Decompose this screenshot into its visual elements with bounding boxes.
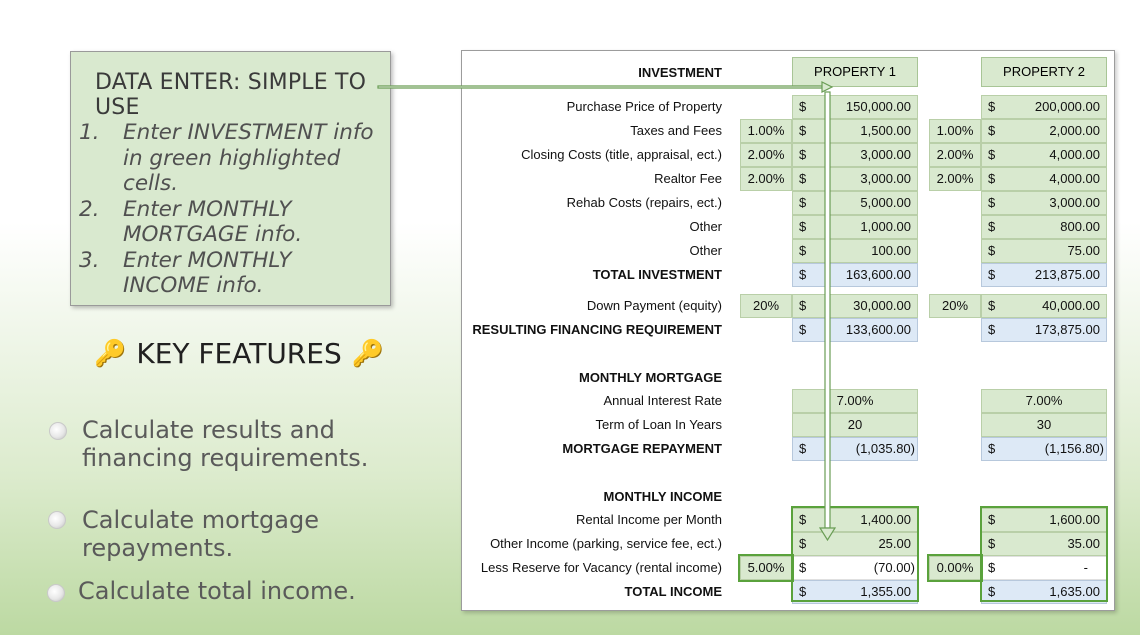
row-down-payment [462,294,1116,318]
row-other-income [462,532,1116,556]
row-loan-term [462,413,1116,437]
key-features-heading [84,337,394,370]
step-text: Enter MONTHLY INCOME info. [123,247,292,298]
currency-symbol: $ [799,219,807,234]
cell-value: 40,000.00 [1042,298,1100,313]
currency-symbol: $ [799,171,807,186]
currency-symbol: $ [799,123,807,138]
step-text: Enter MONTHLY MORTGAGE info. [123,196,303,247]
cell-value: 1,635.00 [1049,584,1100,599]
cell-value: 30,000.00 [853,298,911,313]
row-closing-costs [462,143,1116,167]
p1-vacancy-pct-cell[interactable]: 5.00% [740,556,792,580]
row-label: Other [689,243,722,258]
row-label: Other [689,219,722,234]
row-label: Purchase Price of Property [566,99,722,114]
p1-down-pct-cell[interactable]: 20% [740,294,792,318]
step-1 [79,120,384,197]
p2-term-cell[interactable] [981,413,1107,437]
row-label: TOTAL INVESTMENT [592,267,722,282]
p2-down-cell [981,294,1107,318]
cell-value: 163,600.00 [845,267,911,282]
cell-value: 3,000.00 [1049,195,1100,210]
currency-symbol: $ [988,536,996,551]
p2-purchase-cell[interactable] [981,95,1107,119]
bullet-icon [48,511,66,529]
instructions-box [70,51,391,306]
currency-symbol: $ [799,441,807,456]
property-1-header: PROPERTY 1 [792,57,918,87]
p1-rental-cell[interactable] [792,508,918,532]
cell-value: 1,355.00 [860,584,911,599]
investment-sheet [461,50,1115,611]
p1-other1-cell[interactable] [792,215,918,239]
row-label: Closing Costs (title, appraisal, ect.) [521,147,722,162]
section-income-label: MONTHLY INCOME [603,489,722,504]
currency-symbol: $ [988,99,996,114]
key-icon: 🔑 [94,338,127,369]
feature-item: Calculate total income. [78,577,356,605]
currency-symbol: $ [799,560,807,575]
cell-value: 2,000.00 [1049,123,1100,138]
p2-other2-cell[interactable] [981,239,1107,263]
p1-total-income-cell [792,580,918,604]
cell-value: 100.00 [871,243,911,258]
p2-other1-cell[interactable] [981,215,1107,239]
currency-symbol: $ [799,584,807,599]
row-total-income [462,580,1116,604]
cell-value: 25.00 [878,536,911,551]
key-features-title: KEY FEATURES [136,337,342,370]
currency-symbol: $ [799,243,807,258]
cell-value: 800.00 [1060,219,1100,234]
currency-symbol: $ [988,267,996,282]
row-realtor-fee [462,167,1116,191]
currency-symbol: $ [988,171,996,186]
p2-down-pct-cell[interactable]: 20% [929,294,981,318]
cell-value: - [1083,560,1088,575]
cell-value: 7.00% [1025,393,1063,408]
row-rental-income [462,508,1116,532]
section-investment-label: INVESTMENT [638,65,722,80]
cell-value: 213,875.00 [1034,267,1100,282]
row-label: Realtor Fee [654,171,722,186]
cell-value: 75.00 [1067,243,1100,258]
cell-value: 3,000.00 [860,171,911,186]
p1-purchase-cell[interactable] [792,95,918,119]
feature-item: Calculate mortgage repayments. [82,506,319,562]
p1-taxes-cell[interactable] [792,119,918,143]
cell-value: (1,035.80) [855,441,915,456]
currency-symbol: $ [988,123,996,138]
currency-symbol: $ [988,195,996,210]
step-text: Enter INVESTMENT info in green highlighted cells. [123,120,374,196]
p1-closing-cell[interactable] [792,143,918,167]
p2-vacancy-cell [981,556,1107,580]
step-3 [79,248,384,299]
cell-value: 150,000.00 [845,99,911,114]
currency-symbol: $ [799,512,807,527]
cell-value: 1,400.00 [860,512,911,527]
currency-symbol: $ [988,512,996,527]
key-icon: 🔑 [351,338,385,369]
p1-realtor-pct-cell[interactable]: 2.00% [740,167,792,191]
p2-rehab-cell[interactable] [981,191,1107,215]
p2-rate-cell[interactable] [981,389,1107,413]
p2-other-income-cell[interactable] [981,532,1107,556]
instructions-steps [79,120,384,299]
cell-value: (1,156.80) [1044,441,1104,456]
cell-value: 1,500.00 [860,123,911,138]
row-other-2 [462,239,1116,263]
step-number: 1. [79,120,100,145]
row-label: MORTGAGE REPAYMENT [562,441,722,456]
currency-symbol: $ [799,195,807,210]
cell-value: 1,000.00 [860,219,911,234]
p1-other-income-cell[interactable] [792,532,918,556]
p2-repayment-cell [981,437,1107,461]
p1-rate-cell[interactable] [792,389,918,413]
row-monthly-income-header [462,485,1116,509]
step-2 [79,197,384,248]
cell-value: 133,600.00 [845,322,911,337]
p1-closing-pct-cell[interactable]: 2.00% [740,143,792,167]
currency-symbol: $ [988,560,996,575]
cell-value: 3,000.00 [860,147,911,162]
p1-total-investment-cell [792,263,918,287]
row-monthly-mortgage-header [462,366,1116,390]
row-label: Less Reserve for Vacancy (rental income) [480,560,722,575]
currency-symbol: $ [988,219,996,234]
currency-symbol: $ [988,147,996,162]
feature-item: Calculate results and financing requirements. [82,416,369,472]
cell-value: 5,000.00 [860,195,911,210]
row-rehab-costs [462,191,1116,215]
row-interest-rate [462,389,1116,413]
step-number: 2. [79,196,100,222]
currency-symbol: $ [799,298,807,313]
currency-symbol: $ [988,441,996,456]
currency-symbol: $ [988,322,996,337]
currency-symbol: $ [799,147,807,162]
cell-value: 173,875.00 [1034,322,1100,337]
cell-value: 20 [847,417,863,432]
row-other-1 [462,215,1116,239]
row-label: Other Income (parking, service fee, ect.) [490,536,722,551]
p1-realtor-cell[interactable] [792,167,918,191]
row-label: Rental Income per Month [576,512,722,527]
p1-down-cell [792,294,918,318]
p1-taxes-pct-cell[interactable]: 1.00% [740,119,792,143]
p2-taxes-pct-cell[interactable]: 1.00% [929,119,981,143]
p2-vacancy-pct-cell[interactable]: 0.00% [929,556,981,580]
row-label: RESULTING FINANCING REQUIREMENT [472,322,722,337]
step-number: 3. [79,247,100,273]
currency-symbol: $ [799,99,807,114]
currency-symbol: $ [988,243,996,258]
currency-symbol: $ [988,584,996,599]
currency-symbol: $ [799,536,807,551]
p1-vacancy-cell [792,556,918,580]
p1-term-cell[interactable] [792,413,918,437]
section-mortgage-label: MONTHLY MORTGAGE [578,370,722,385]
property-2-header: PROPERTY 2 [981,57,1107,87]
p1-financing-cell [792,318,918,342]
cell-value: 4,000.00 [1049,147,1100,162]
p2-total-investment-cell [981,263,1107,287]
row-total-investment [462,263,1116,287]
cell-value: (70.00) [873,560,915,575]
currency-symbol: $ [988,298,996,313]
cell-value: 4,000.00 [1049,171,1100,186]
row-label: Down Payment (equity) [586,298,722,313]
row-label: Rehab Costs (repairs, ect.) [566,195,722,210]
p2-rental-cell[interactable] [981,508,1107,532]
cell-value: 1,600.00 [1049,512,1100,527]
p2-taxes-cell[interactable] [981,119,1107,143]
row-financing-requirement [462,318,1116,342]
bullet-icon [49,422,67,440]
currency-symbol: $ [799,322,807,337]
row-vacancy-reserve [462,556,1116,580]
currency-symbol: $ [799,267,807,282]
cell-value: 7.00% [836,393,874,408]
row-label: Term of Loan In Years [595,417,722,432]
row-taxes-fees [462,119,1116,143]
row-mortgage-repayment [462,437,1116,461]
bullet-icon [47,584,65,602]
p2-closing-pct-cell[interactable]: 2.00% [929,143,981,167]
p1-repayment-cell [792,437,918,461]
row-purchase-price [462,95,1116,119]
p2-financing-cell [981,318,1107,342]
p2-total-income-cell [981,580,1107,604]
cell-value: 35.00 [1067,536,1100,551]
row-label: Annual Interest Rate [603,393,722,408]
row-label: TOTAL INCOME [624,584,722,599]
row-label: Taxes and Fees [630,123,722,138]
cell-value: 200,000.00 [1034,99,1100,114]
instructions-title: DATA ENTER: SIMPLE TO USE [95,70,367,120]
p2-closing-cell[interactable] [981,143,1107,167]
p1-other2-cell[interactable] [792,239,918,263]
p2-realtor-pct-cell[interactable]: 2.00% [929,167,981,191]
p1-rehab-cell[interactable] [792,191,918,215]
cell-value: 30 [1036,417,1052,432]
p2-realtor-cell[interactable] [981,167,1107,191]
